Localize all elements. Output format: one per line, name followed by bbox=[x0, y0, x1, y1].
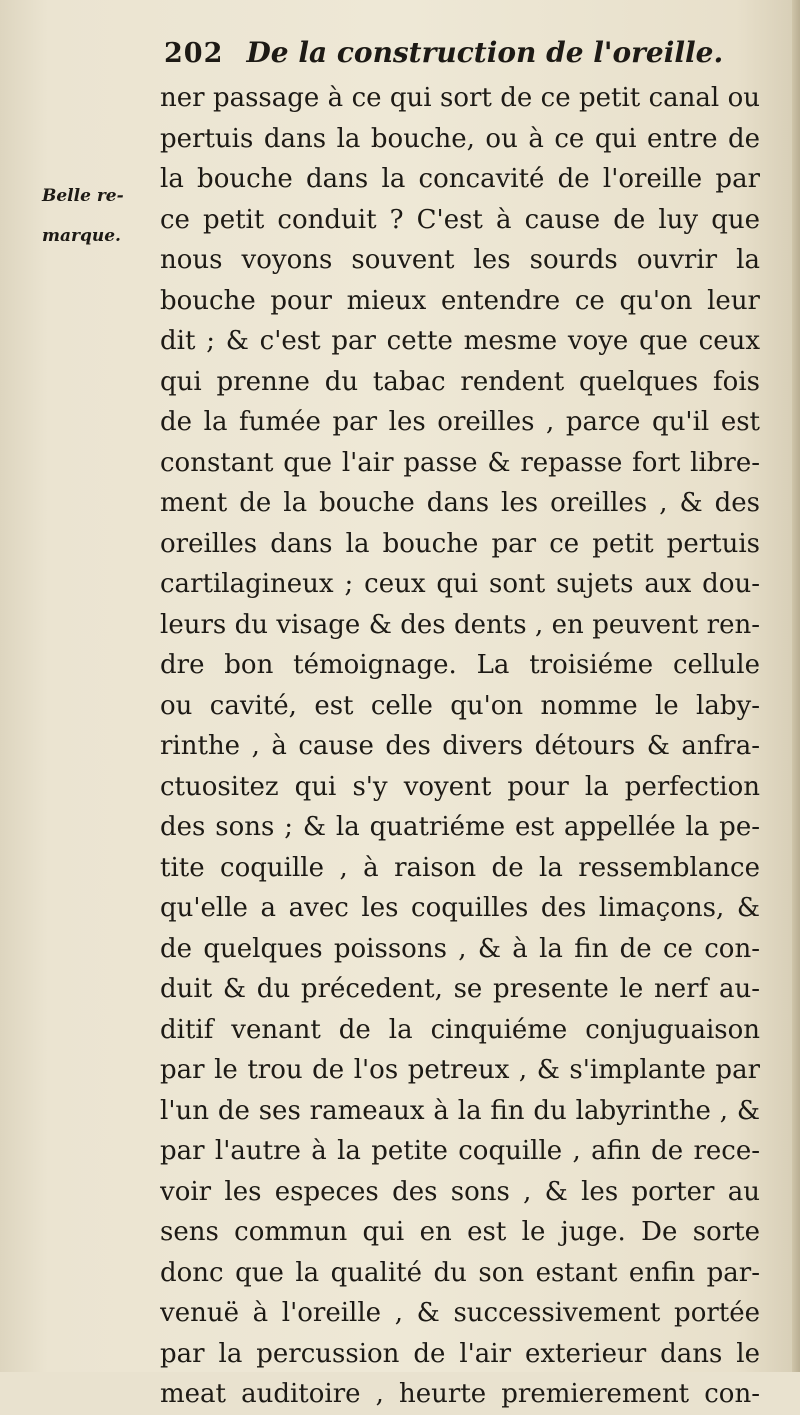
text-line: bouche pour mieux entendre ce qu'on leur bbox=[160, 285, 760, 316]
text-line: par l'autre à la petite coquille , afin de rece- bbox=[160, 1136, 760, 1166]
text-line: donc que la qualité du son estant enfin par- bbox=[160, 1257, 760, 1288]
text-line: ment de la bouche dans les oreilles , & des bbox=[160, 488, 760, 518]
margin-note-line: Belle re- bbox=[42, 186, 124, 206]
page-number: 202 bbox=[164, 38, 224, 69]
text-line: ctuositez qui s'y voyent pour la perfection bbox=[160, 771, 760, 802]
body-text bbox=[160, 78, 760, 1415]
text-line: la bouche dans la concavité de l'oreille par bbox=[160, 164, 760, 194]
text-line: rinthe , à cause des divers détours & anfra- bbox=[160, 731, 760, 761]
text-line: des sons ; & la quatriéme est appellée la pe- bbox=[160, 812, 760, 842]
margin-note-line: marque. bbox=[42, 226, 121, 246]
text-line: oreilles dans la bouche par ce petit pertuis bbox=[160, 528, 760, 559]
text-line: sens commun qui en est le juge. De sorte bbox=[160, 1217, 760, 1247]
text-line: leurs du visage & des dents , en peuvent ren- bbox=[160, 609, 760, 640]
text-line: venuë à l'oreille , & successivement portée bbox=[160, 1298, 760, 1328]
page-edge bbox=[792, 0, 800, 1372]
text-line: dre bon témoignage. La troisiéme cellule bbox=[160, 650, 760, 680]
text-line: qu'elle a avec les coquilles des limaçons, & bbox=[160, 893, 760, 923]
text-line: cartilagineux ; ceux qui sont sujets aux dou- bbox=[160, 569, 760, 599]
text-line: ou cavité, est celle qu'on nomme le laby- bbox=[160, 690, 760, 721]
running-header bbox=[164, 36, 764, 82]
text-line: ditif venant de la cinquiéme conjuguaison bbox=[160, 1014, 760, 1045]
text-line: de quelques poissons , & à la fin de ce con- bbox=[160, 933, 760, 964]
text-line: ce petit conduit ? C'est à cause de luy que bbox=[160, 204, 760, 235]
text-line: qui prenne du tabac rendent quelques fois bbox=[160, 366, 760, 397]
text-line: voir les especes des sons , & les porter au bbox=[160, 1176, 760, 1207]
text-line: meat auditoire , heurte premierement con- bbox=[160, 1379, 760, 1409]
text-line: ner passage à ce qui sort de ce petit canal ou bbox=[160, 83, 760, 113]
margin-note bbox=[42, 176, 157, 256]
text-line: par la percussion de l'air exterieur dans le bbox=[160, 1338, 760, 1369]
text-line: par le trou de l'os petreux , & s'implante par bbox=[160, 1055, 760, 1085]
text-line: pertuis dans la bouche, ou à ce qui entre de bbox=[160, 123, 760, 154]
text-line: duit & du précedent, se presente le nerf au- bbox=[160, 974, 760, 1004]
running-title: De la construction de l'oreille. bbox=[246, 36, 724, 69]
text-line: l'un de ses rameaux à la fin du labyrinthe , & bbox=[160, 1095, 760, 1126]
text-line: dit ; & c'est par cette mesme voye que ceux bbox=[160, 326, 760, 356]
text-line: de la fumée par les oreilles , parce qu'il est bbox=[160, 407, 760, 437]
text-line: constant que l'air passe & repasse fort libre- bbox=[160, 447, 760, 478]
text-line: tite coquille , à raison de la ressemblance bbox=[160, 852, 760, 883]
text-line: nous voyons souvent les sourds ouvrir la bbox=[160, 245, 760, 275]
